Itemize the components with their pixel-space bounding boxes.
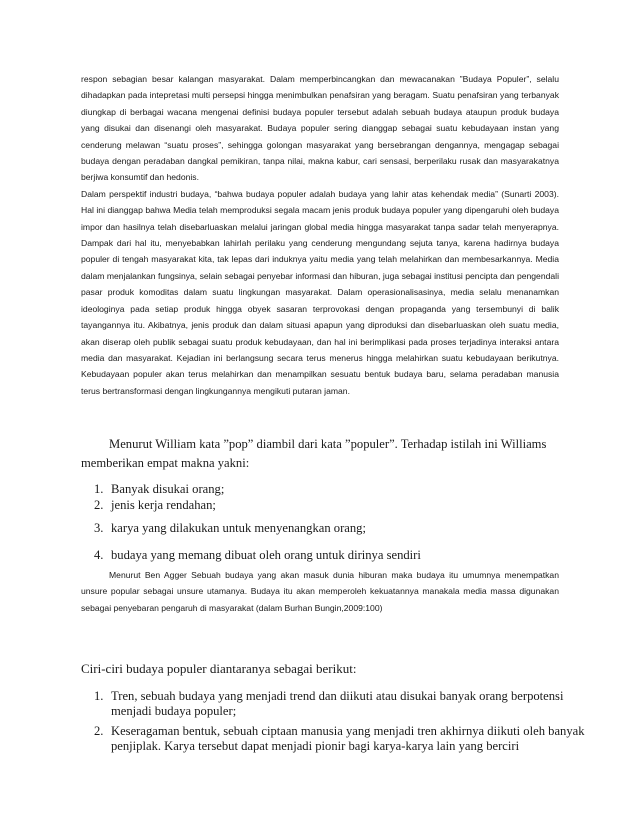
list-text: budaya yang memang dibuat oleh orang untuk dirinya sendiri bbox=[111, 548, 421, 562]
list-text: karya yang dilakukan untuk menyenangkan orang; bbox=[111, 521, 366, 535]
williams-intro bbox=[81, 435, 559, 473]
williams-intro-text: Menurut William kata ”pop” diambil dari kata ”populer”. Terhadap istilah ini Williams memberikan empat makna yakni: bbox=[81, 437, 547, 470]
list-number: 2. bbox=[94, 498, 104, 512]
list-number: 2. bbox=[94, 724, 104, 738]
list-number: 3. bbox=[94, 521, 104, 535]
list-number: 4. bbox=[94, 548, 104, 562]
paragraph-budaya-populer: respon sebagian besar kalangan masyarakat. Dalam memperbincangkan dan mewacanakan ”Budaya Populer”, selalu dihadapkan pada intepretasi multi persepsi hingga menimbulkan penafsiran yang beragam. Suatu penafsiran yang terbanyak diungkap di berbagai wacana mengenai definisi budaya populer tersebut adalah sebuah budaya ataupun produk budaya yang disukai dan disenangi oleh masyarakat. Budaya populer sering dianggap sebagai suatu kebudayaan instan yang cenderung melawan “suatu proses”, sehingga golongan masyarakat yang bersebrangan dengannya, mengagap sebagai budaya dengan peradaban dangkal pemikiran, tanpa nilai, makna kabur, cari sensasi, berperilaku rusak dan masyarakatnya berjiwa konsumtif dan hedonis. bbox=[81, 74, 559, 183]
paragraph-industri-budaya: Dalam perspektif industri budaya, “bahwa budaya populer adalah budaya yang lahir atas kehendak media” (Sunarti 2003). Hal ini dianggap bahwa Media telah memproduksi segala macam jenis produk budaya populer yang dipengaruhi oleh budaya impor dan hasilnya telah disebarluaskan melalui jaringan global media hingga masyarakat tanpa sadar telah menyerapnya. Dampak dari hal itu, menyebabkan lahirlah perilaku yang cenderung mengundang sejuta tanya, karena hadirnya budaya populer di tengah masyarakat kita, tak lepas dari induknya yaitu media yang telah melahirkan dan membesarkannya. Media dalam menjalankan fungsinya, selain sebagai penyebar informasi dan hiburan, juga sebagai institusi pencipta dan pengendali pasar produk komoditas dalam suatu lingkungan masyarakat. Dalam operasionalisasinya, media selalu menanamkan ideologinya pada setiap produk hingga obyek sasaran terprovokasi dengan propaganda yang tersembunyi di balik tayangannya itu. Akibatnya, jenis produk dan dalam situasi apapun yang diproduksi dan disebarluaskan oleh suatu media, akan diserap oleh publik sebagai suatu produk kebudayaan, dan hal ini berimplikasi pada proses terjadinya interaksi antara media dan masyarakat. Kejadian ini berlangsung secara terus menerus hingga melahirkan suatu kebudayaan berikutnya. Kebudayaan populer akan terus melahirkan dan menampilkan sesuatu bentuk budaya baru, selama peradaban manusia terus bertransformasi dengan lingkungannya mengikuti putaran jaman. bbox=[81, 188, 559, 396]
list-item bbox=[94, 521, 589, 548]
list-item bbox=[94, 724, 589, 753]
body-text-block bbox=[81, 71, 559, 399]
ben-agger-text: Menurut Ben Agger Sebuah budaya yang akan masuk dunia hiburan maka budaya itu umumnya menempatkan unsure popular sebagai unsure utamanya. Budaya itu akan memperoleh kekuatannya manakala media massa digunakan sebagai penyebaran pengaruh di masyarakat (dalam Burhan Bungin,2009:100) bbox=[81, 570, 559, 613]
ciri-heading: Ciri-ciri budaya populer diantaranya sebagai berikut: bbox=[81, 661, 357, 676]
list-number: 1. bbox=[94, 689, 104, 703]
ben-agger-paragraph bbox=[81, 567, 559, 616]
list-item bbox=[94, 689, 589, 718]
ciri-list bbox=[81, 689, 589, 759]
williams-list bbox=[81, 482, 589, 564]
list-text: jenis kerja rendahan; bbox=[111, 498, 216, 512]
list-number: 1. bbox=[94, 482, 104, 496]
list-text: Banyak disukai orang; bbox=[111, 482, 225, 496]
list-item bbox=[94, 498, 589, 521]
list-text: Keseragaman bentuk, sebuah ciptaan manusia yang menjadi tren akhirnya diikuti oleh banyak penjiplak. Karya tersebut dapat menjadi pionir bagi karya-karya lain yang berciri bbox=[111, 724, 585, 753]
list-item bbox=[94, 548, 589, 564]
list-item bbox=[94, 482, 589, 498]
list-text: Tren, sebuah budaya yang menjadi trend dan diikuti atau disukai banyak orang berpotensi menjadi budaya populer; bbox=[111, 689, 564, 718]
